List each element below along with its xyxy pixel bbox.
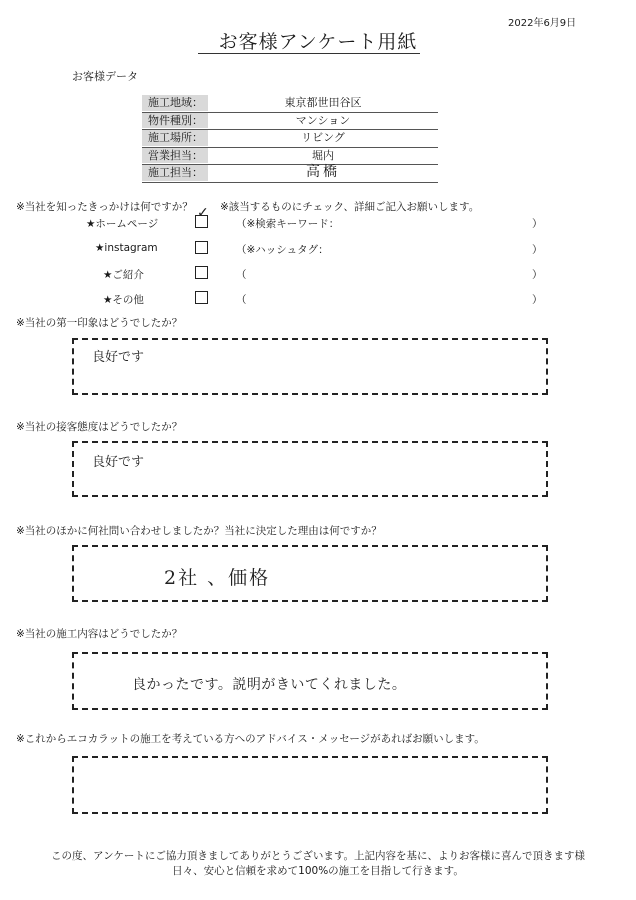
checkbox-referral[interactable] [195,266,208,279]
question-customer-service: ※当社の接客態度はどうでしたか？ [16,421,183,433]
question-work-quality: ※当社の施工内容はどうでしたか？ [16,628,183,640]
detail-open-homepage: （※検索キーワード： [236,218,340,230]
info-value: マンション [295,113,351,127]
info-row-location [142,130,438,148]
info-row-property-type [142,113,438,131]
question-advice-message: ※これからエコカラットの施工を考えている方へのアドバイス・メッセージがあればお願いします。 [16,733,485,745]
answer-box-first-impression[interactable] [72,338,548,395]
info-value: リビング [301,131,345,144]
info-value: 東京都世田谷区 [284,96,362,109]
question-other-companies: ※当社のほかに何社問い合わせしましたか？当社に決定した理由は何ですか？ [16,525,382,537]
info-row-installer [142,165,438,183]
info-value-handwritten: 高橋 [306,164,340,180]
customer-data-label: お客様データ [72,70,138,83]
info-label: 施工場所： [142,130,208,146]
info-label: 営業担当： [142,148,208,164]
detail-close-homepage: ） [532,218,543,230]
info-label: 物件種別： [142,113,208,129]
answer-box-work-quality[interactable] [72,652,548,710]
answer-box-other-companies[interactable] [72,545,548,602]
question-first-impression: ※当社の第一印象はどうでしたか？ [16,317,183,329]
option-label-other: ★その他 [103,294,144,306]
footer-line-2: 日々、安心と信頼を求めて100%の施工を目指して行きます。 [172,865,464,877]
detail-open-instagram: （※ハッシュタグ： [236,244,329,256]
answer-box-customer-service[interactable] [72,441,548,497]
checkbox-other[interactable] [195,291,208,304]
info-label: 施工担当： [142,165,208,181]
answer-text-work-quality: 良かったです。説明がきいてくれました。 [132,677,407,693]
info-value: 堀内 [312,148,334,162]
form-date: 2022年6月9日 [508,18,577,29]
answer-text-first-impression: 良好です [92,350,145,365]
checkbox-instagram[interactable] [195,241,208,254]
detail-close-instagram: ） [532,244,543,256]
customer-info-table [142,95,438,183]
detail-close-other: ） [532,294,543,306]
info-row-area [142,95,438,113]
info-row-sales-rep [142,148,438,166]
option-label-instagram: ★instagram [95,242,158,254]
detail-open-referral: （ [236,269,247,281]
answer-text-other-companies: 2社 、価格 [164,567,271,589]
option-label-referral: ★ご紹介 [103,269,144,281]
option-label-homepage: ★ホームページ [86,218,159,230]
detail-open-other: （ [236,294,247,306]
question-instruction: ※該当するものにチェック、詳細ご記入お願いします。 [220,201,480,213]
check-mark-icon: ✓ [197,205,209,221]
detail-close-referral: ） [532,269,543,281]
question-how-found: ※当社を知ったきっかけは何ですか？ [16,201,193,213]
footer-line-1: この度、アンケートにご協力頂きましてありがとうございます。上記内容を基に、よりお客様に喜んで頂きます様 [50,850,586,862]
answer-text-customer-service: 良好です [92,455,145,470]
info-label: 施工地域： [142,95,208,111]
form-title: お客様アンケート用紙 [218,31,418,53]
answer-box-advice-message[interactable] [72,756,548,814]
title-underline [198,53,420,54]
